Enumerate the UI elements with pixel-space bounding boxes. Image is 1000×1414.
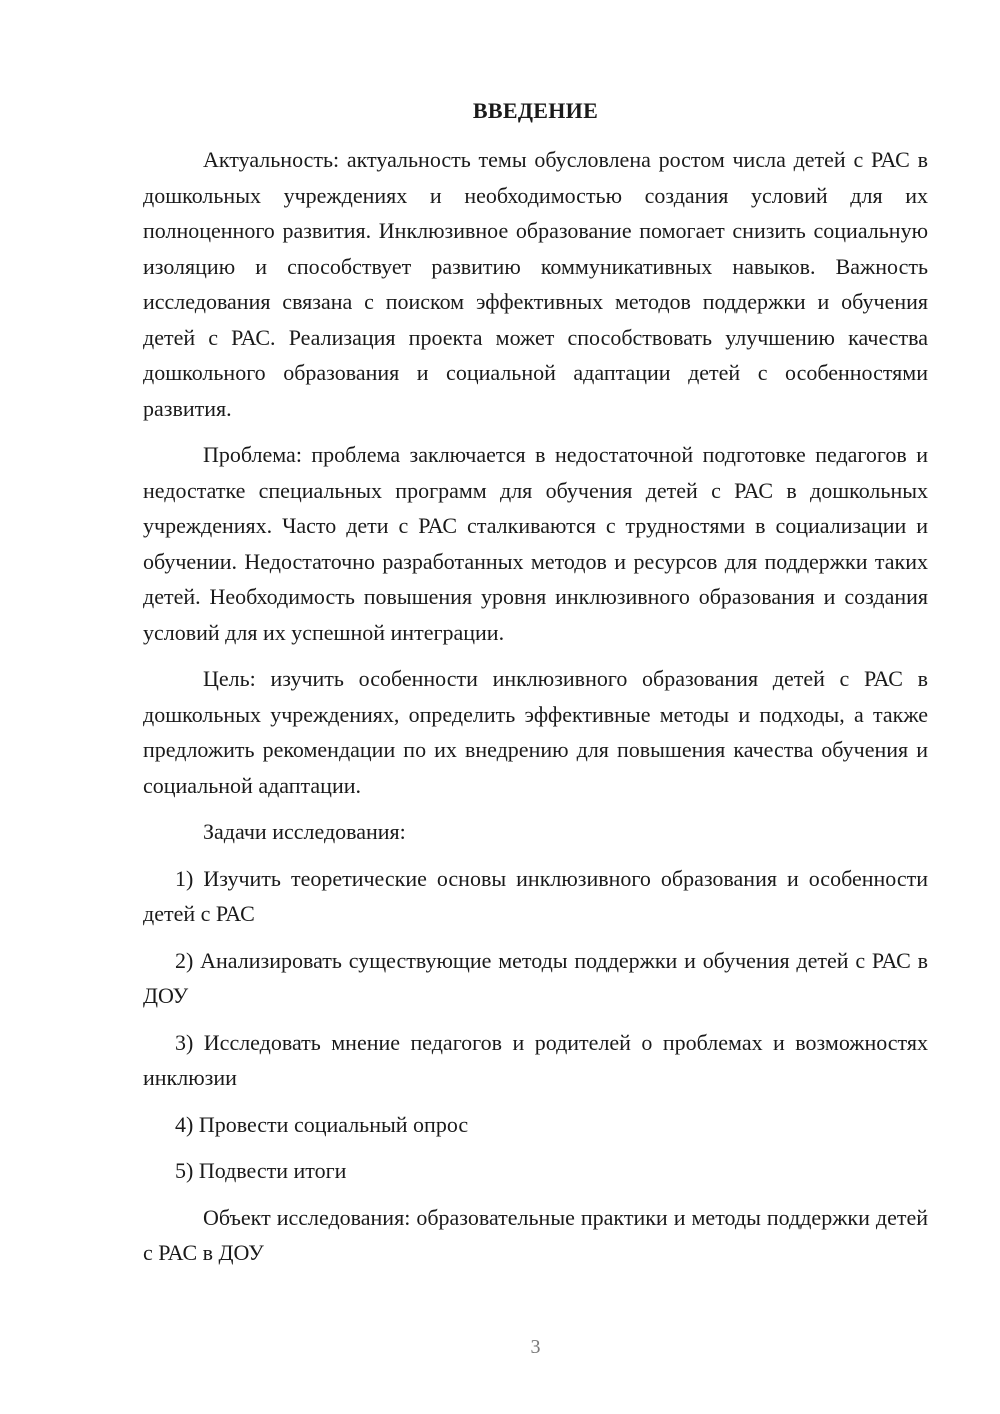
task-item-5: 5) Подвести итоги	[175, 1158, 347, 1183]
object-paragraph: Объект исследования: образовательные практики и методы поддержки детей с РАС в ДОУ	[143, 1204, 928, 1265]
document-body	[143, 142, 928, 1282]
document-page	[143, 0, 928, 1414]
task-item-2: 2) Анализировать существующие методы поддержки и обучения детей с РАС в ДОУ	[143, 947, 928, 1008]
section-title: ВВЕДЕНИЕ	[472, 98, 599, 123]
tasks-heading: Задачи исследования:	[203, 819, 406, 844]
task-item-4: 4) Провести социальный опрос	[175, 1111, 469, 1137]
task-item-3: 3) Исследовать мнение педагогов и родителей о проблемах и возможностях инклюзии	[143, 1029, 928, 1090]
page-number: 3	[530, 1336, 541, 1358]
problem-paragraph: Проблема: проблема заключается в недостаточной подготовке педагогов и недостатке специальных программ для обучения детей с РАС в дошкольных учреждениях. Часто дети с РАС сталкиваются с трудностями в социализации и обучении. Недостаточно разработанных методов и ресурсов для поддержки таких детей. Необходимость повышения уровня инклюзивного образования и создания условий для их успешной интеграции.	[143, 442, 928, 645]
task-item-1: 1) Изучить теоретические основы инклюзивного образования и особенности детей с РАС	[143, 865, 928, 926]
goal-paragraph: Цель: изучить особенности инклюзивного образования детей с РАС в дошкольных учреждениях, определить эффективные методы и подходы, а также предложить рекомендации по их внедрению для повышения качества обучения и социальной адаптации.	[143, 666, 928, 798]
relevance-paragraph: Актуальность: актуальность темы обусловлена ростом числа детей с РАС в дошкольных учреждениях и необходимостью создания условий для их полноценного развития. Инклюзивное образование помогает снизить социальную изоляцию и способствует развитию коммуникативных навыков. Важность исследования связана с поиском эффективных методов поддержки и обучения детей с РАС. Реализация проекта может способствовать улучшению качества дошкольного образования и социальной адаптации детей с особенностями развития.	[143, 147, 928, 421]
